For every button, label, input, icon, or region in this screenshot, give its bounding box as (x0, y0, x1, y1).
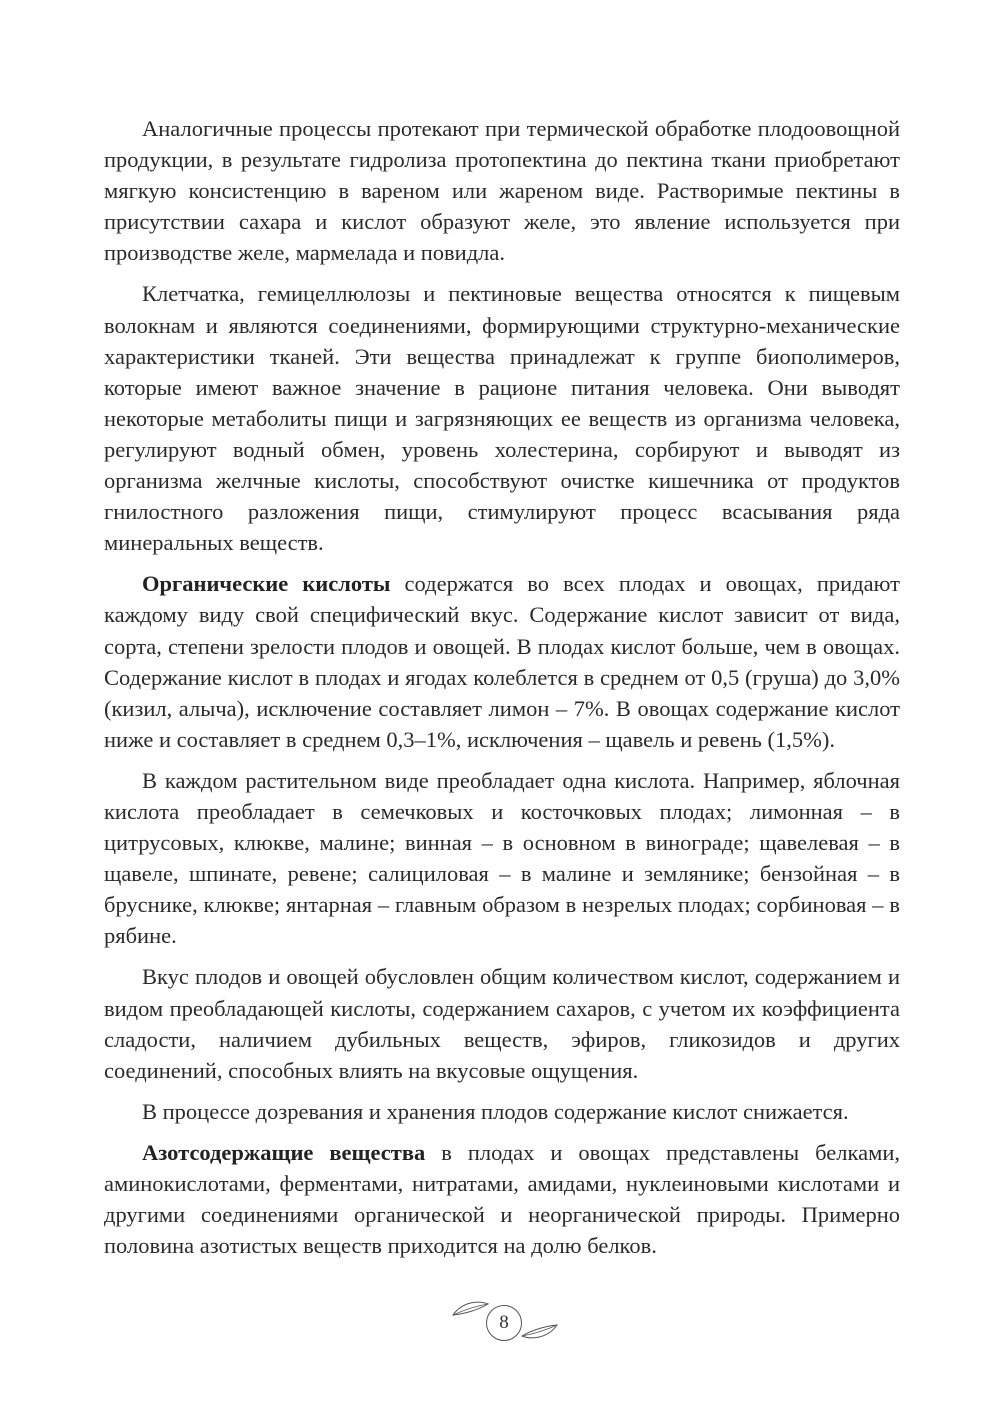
paragraph-bold-lead: Азотсодержащие вещества (142, 1139, 426, 1165)
paragraph-text: В каждом растительном виде преобладает одна кислота. Например, яблочная кислота преобладает в семечковых и косточковых плодах; лимонная – в цитрусовых, клюкве, малине; винная – в основном в винограде; щавелевая – в щавеле, шпинате, ревене; салициловая – в малине и землянике; бензойная – в бруснике, клюкве; янтарная – главным образом в незрелых плодах; сорбиновая – в рябине. (104, 767, 900, 949)
page-footer (450, 1294, 560, 1354)
paragraph (104, 113, 900, 268)
leaf-icon (520, 1320, 560, 1342)
paragraph-text: Вкус плодов и овощей обусловлен общим количеством кислот, содержанием и видом преобладающей кислоты, содержанием сахаров, с учетом их коэффициента сладости, наличием дубильных веществ, эфиров, гликозидов и других соединений, способных влиять на вкусовые ощущения. (104, 964, 900, 1083)
leaf-icon (450, 1298, 490, 1320)
paragraph (104, 961, 900, 1085)
page-body (104, 113, 900, 1271)
paragraph-text: Аналогичные процессы протекают при термической обработке плодоовощной продукции, в результате гидролиза протопектина до пектина ткани приобретают мягкую консистенцию в вареном или жареном виде. Растворимые пектины в присутствии сахара и кислот образуют желе, это явление используется при производстве желе, мармелада и повидла. (104, 116, 900, 266)
paragraph (104, 278, 900, 558)
paragraph (104, 1137, 900, 1261)
paragraph-text: В процессе дозревания и хранения плодов содержание кислот снижается. (142, 1098, 849, 1124)
paragraph-bold-lead: Органические кислоты (142, 571, 391, 597)
paragraph (104, 568, 900, 755)
paragraph-text: в плодах и овощах представлены белками, аминокислотами, ферментами, нитратами, амидами, нуклеиновыми кислотами и другими соединениями органической и неорганической природы. Примерно половина азотистых веществ приходится на долю белков. (104, 1139, 900, 1259)
paragraph-text: содержатся во всех плодах и овощах, придают каждому виду свой специфический вкус. Содержание кислот зависит от вида, сорта, степени зрелости плодов и овощей. В плодах кислот больше, чем в овощах. Содержание кислот в плодах и ягодах колеблется в среднем от 0,5 (груша) до 3,0% (кизил, алыча), исключение составляет лимон – 7%. В овощах содержание кислот ниже и составляет в среднем 0,3–1%, исключения – щавель и ревень (1,5%). (104, 571, 901, 752)
paragraph (104, 765, 900, 952)
paragraph-text: Клетчатка, гемицеллюлозы и пектиновые вещества относятся к пищевым волокнам и являются соединениями, формирующими структурно-механические характеристики тканей. Эти вещества принадлежат к группе биополимеров, которые имеют важное значение в рационе питания человека. Они выводят некоторые метаболиты пищи и загрязняющих ее веществ из организма человека, регулируют водный обмен, уровень холестерина, сорбируют и выводят из организма желчные кислоты, способствуют очистке кишечника от продуктов гнилостного разложения пищи, стимулируют процесс всасывания ряда минеральных веществ. (104, 281, 900, 556)
paragraph (104, 1096, 900, 1127)
page-number: 8 (486, 1305, 522, 1341)
